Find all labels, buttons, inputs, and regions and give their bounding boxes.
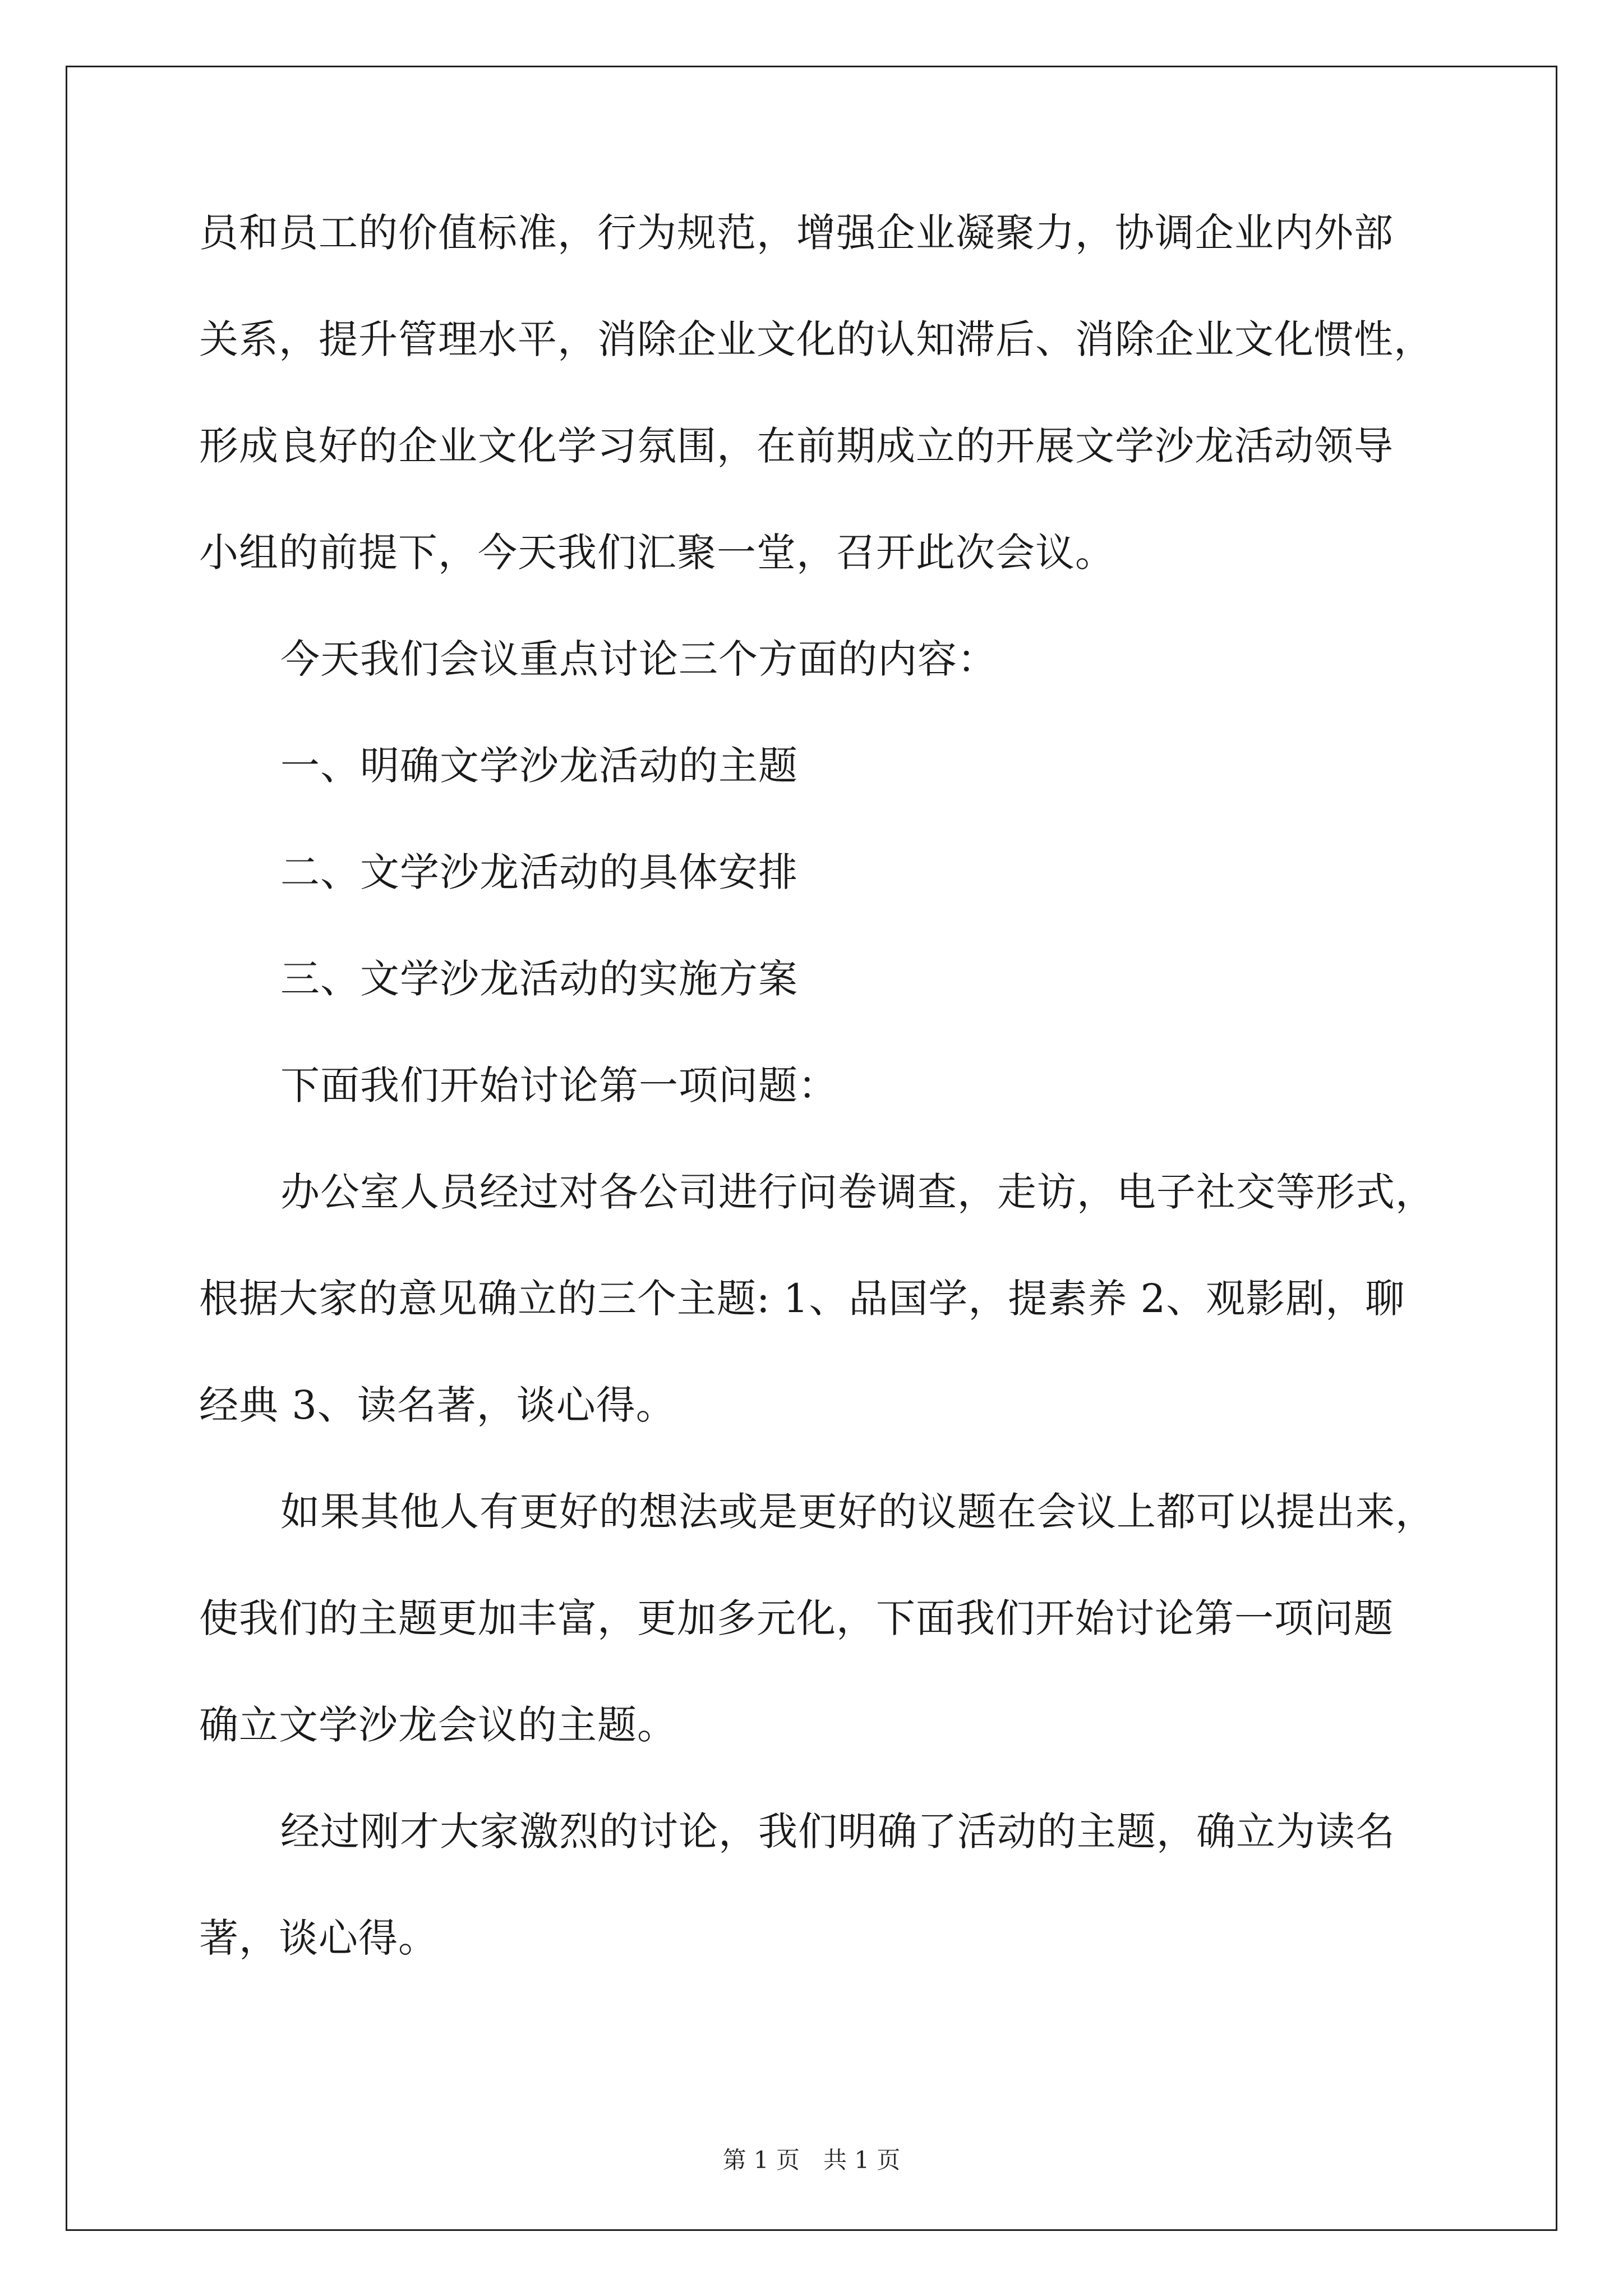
- text-line: 小组的前提下，今天我们汇聚一堂，召开此次会议。: [199, 530, 1115, 576]
- text-line: 经典 3、读名著，谈心得。: [199, 1382, 676, 1428]
- text-line: 著，谈心得。: [199, 1915, 438, 1961]
- text-line: 形成良好的企业文化学习氛围，在前期成立的开展文学沙龙活动领导: [199, 423, 1394, 469]
- text-line: 关系，提升管理水平，消除企业文化的认知滞后、消除企业文化惯性，: [199, 316, 1433, 362]
- text-line: 办公室人员经过对各公司进行问卷调查，走访，电子社交等形式，: [280, 1169, 1435, 1215]
- text-line: 员和员工的价值标准，行为规范，增强企业凝聚力，协调企业内外部: [199, 210, 1394, 256]
- text-line: 如果其他人有更好的想法或是更好的议题在会议上都可以提出来，: [280, 1489, 1435, 1535]
- text-line: 根据大家的意见确立的三个主题: 1、品国学，提素养 2、观影剧，聊: [199, 1276, 1405, 1322]
- list-item: 二、文学沙龙活动的具体安排: [280, 849, 798, 895]
- page-number: 第 1 页 共 1 页: [722, 2146, 901, 2174]
- text-line: 使我们的主题更加丰富，更加多元化，下面我们开始讨论第一项问题: [199, 1595, 1394, 1641]
- text-line: 下面我们开始讨论第一项问题：: [280, 1062, 838, 1108]
- text-line: 经过刚才大家激烈的讨论，我们明确了活动的主题，确立为读名: [280, 1809, 1395, 1855]
- list-item: 三、文学沙龙活动的实施方案: [280, 956, 798, 1002]
- list-item: 一、明确文学沙龙活动的主题: [280, 743, 798, 789]
- document-body: [199, 210, 1450, 2025]
- text-line: 确立文学沙龙会议的主题。: [199, 1702, 677, 1748]
- text-line: 今天我们会议重点讨论三个方面的内容：: [280, 636, 997, 682]
